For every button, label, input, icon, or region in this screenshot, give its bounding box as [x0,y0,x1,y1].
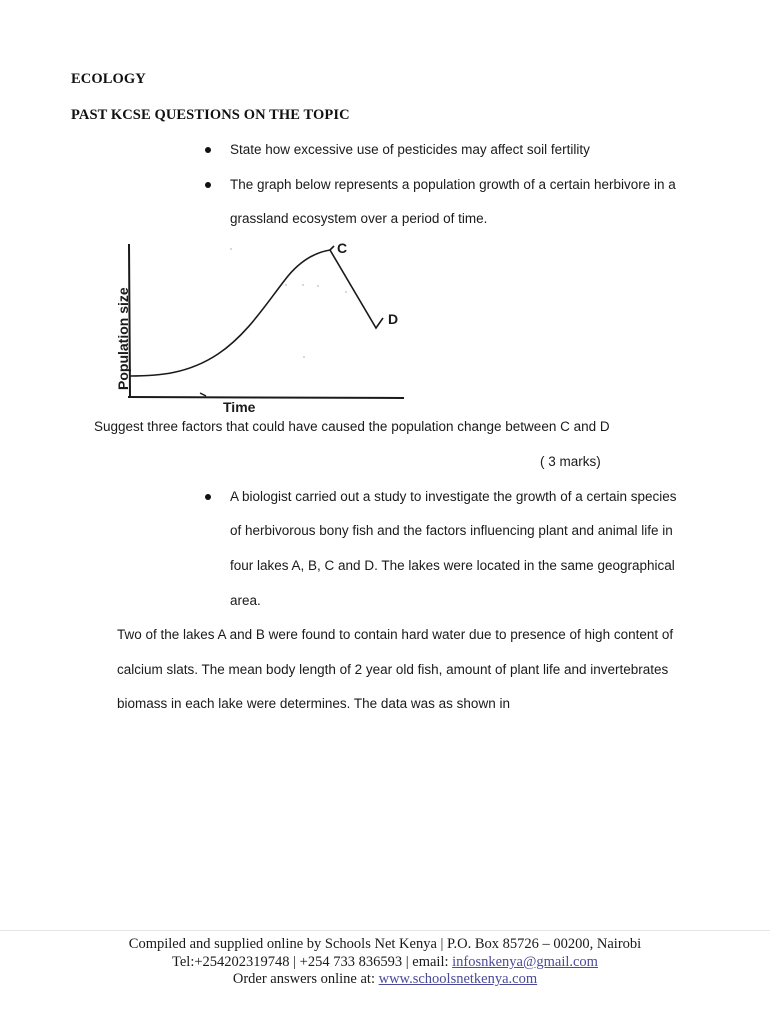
question-3-line-3: four lakes A, B, C and D. The lakes were located in the same geographical [230,558,675,573]
paragraph-line-2: calcium slats. The mean body length of 2 year old fish, amount of plant life and invertebrates [117,662,669,677]
footer-line-1: Compiled and supplied online by Schools Net Kenya | P.O. Box 85726 – 00200, Nairobi [128,936,642,952]
paragraph-line-3: biomass in each lake were determines. The data was as shown in [117,696,510,711]
footer-line-2 [0,954,770,971]
footer-contact-text: Tel:+254202319748 | +254 733 836593 | email: [172,954,453,970]
scan-speckle [230,248,231,249]
page-title: ECOLOGY [71,71,146,87]
question-2-line-2: grassland ecosystem over a period of time. [230,211,488,226]
x-axis-label: Time [223,399,256,415]
email-link[interactable]: infosnkenya@gmail.com [452,954,598,970]
decline-line [330,246,383,328]
question-1-text: State how excessive use of pesticides may affect soil fertility [230,142,590,157]
website-link[interactable]: www.schoolsnetkenya.com [378,971,538,987]
scan-speckle [317,285,318,286]
section-subtitle: PAST KCSE QUESTIONS ON THE TOPIC [71,107,350,123]
scan-speckle [285,284,286,285]
question-3-line-2: of herbivorous bony fish and the factors influencing plant and animal life in [230,523,673,538]
growth-curve [130,250,330,376]
point-c-label: C [337,240,348,256]
x-axis-tick [200,393,206,396]
question-3-line-4: area. [230,593,261,608]
question-2-line-1: The graph below represents a population growth of a certain herbivore in a [230,177,676,192]
scan-speckle [345,291,346,292]
footer-order-text: Order answers online at: [232,971,379,987]
bullet-icon [205,494,211,500]
scan-speckle [302,284,303,285]
population-growth-graph [108,236,418,416]
y-axis-label: Population size [115,287,131,390]
footer-divider [0,930,770,931]
bullet-icon [205,147,211,153]
point-d-label: D [388,311,399,327]
bullet-icon [205,182,211,188]
x-axis [128,397,404,398]
scan-speckle [303,356,304,357]
paragraph-line-1: Two of the lakes A and B were found to contain hard water due to presence of high content of [117,627,674,642]
footer-line-3 [0,971,770,988]
marks-label: ( 3 marks) [540,454,601,469]
question-2-prompt: Suggest three factors that could have caused the population change between C and D [94,419,610,434]
question-3-line-1: A biologist carried out a study to investigate the growth of a certain species [230,489,677,504]
